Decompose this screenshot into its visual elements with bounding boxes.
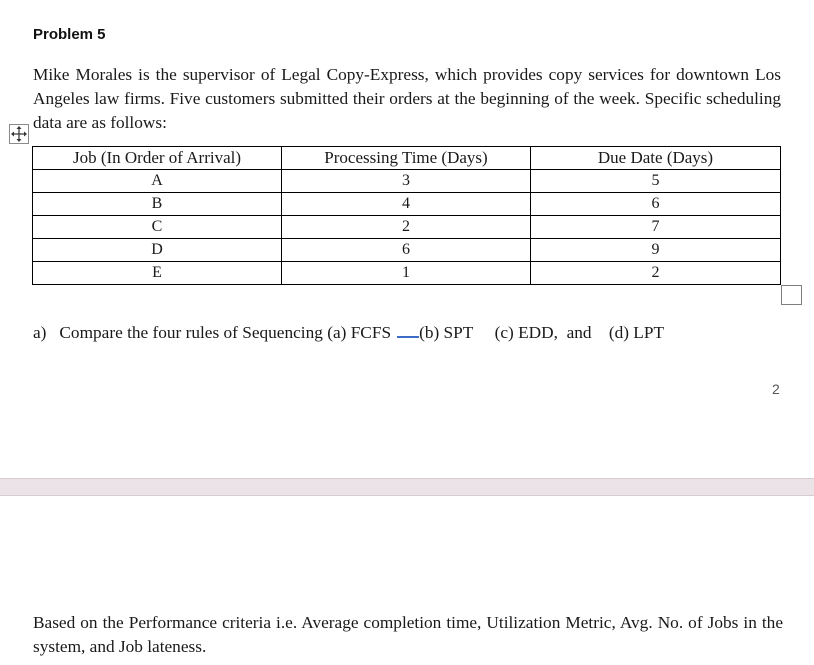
table-move-handle[interactable]: [9, 124, 29, 144]
cell-due-date: 6: [531, 193, 781, 216]
question-label: a): [33, 323, 47, 342]
header-processing-time: Processing Time (Days): [282, 147, 531, 170]
cell-job: C: [33, 216, 282, 239]
question-text-spt: (b) SPT: [419, 323, 473, 342]
question-text-fcfs: Compare the four rules of Sequencing (a) FCFS: [59, 323, 392, 342]
criteria-paragraph: Based on the Performance criteria i.e. Average completion time, Utilization Metric, Avg. No. of Jobs in the system, and Job lateness.: [33, 613, 783, 656]
question-text-edd: (c) EDD,: [494, 323, 558, 342]
cell-job: D: [33, 239, 282, 262]
cell-processing-time: 2: [282, 216, 531, 239]
resize-square-icon[interactable]: [781, 285, 802, 305]
cell-due-date: 5: [531, 170, 781, 193]
cell-processing-time: 3: [282, 170, 531, 193]
page-number: 2: [772, 381, 780, 397]
move-arrows-icon: [10, 125, 28, 143]
question-text-lpt: (d) LPT: [608, 323, 665, 342]
cell-due-date: 2: [531, 262, 781, 285]
table-row: [33, 262, 781, 285]
cell-processing-time: 4: [282, 193, 531, 216]
cell-job: B: [33, 193, 282, 216]
page-break-gap: [0, 478, 814, 496]
cell-processing-time: 6: [282, 239, 531, 262]
question-text-and: and: [566, 323, 592, 342]
cell-job: E: [33, 262, 282, 285]
header-due-date: Due Date (Days): [531, 147, 781, 170]
cell-due-date: 7: [531, 216, 781, 239]
table-row: [33, 193, 781, 216]
table-row: [33, 170, 781, 193]
intro-paragraph: Mike Morales is the supervisor of Legal Copy-Express, which provides copy services for downtown Los Angeles law firms. Five customers submitted their orders at the beginning of the week. Specific scheduling data are as follows:: [33, 65, 781, 132]
table-row: [33, 239, 781, 262]
scheduling-table: [32, 146, 781, 285]
question-a: [33, 320, 664, 343]
spelling-underline: [397, 320, 419, 338]
cell-due-date: 9: [531, 239, 781, 262]
header-job: Job (In Order of Arrival): [33, 147, 282, 170]
problem-heading: Problem 5: [33, 26, 106, 43]
table-header-row: [33, 147, 781, 170]
cell-processing-time: 1: [282, 262, 531, 285]
table-row: [33, 216, 781, 239]
cell-job: A: [33, 170, 282, 193]
